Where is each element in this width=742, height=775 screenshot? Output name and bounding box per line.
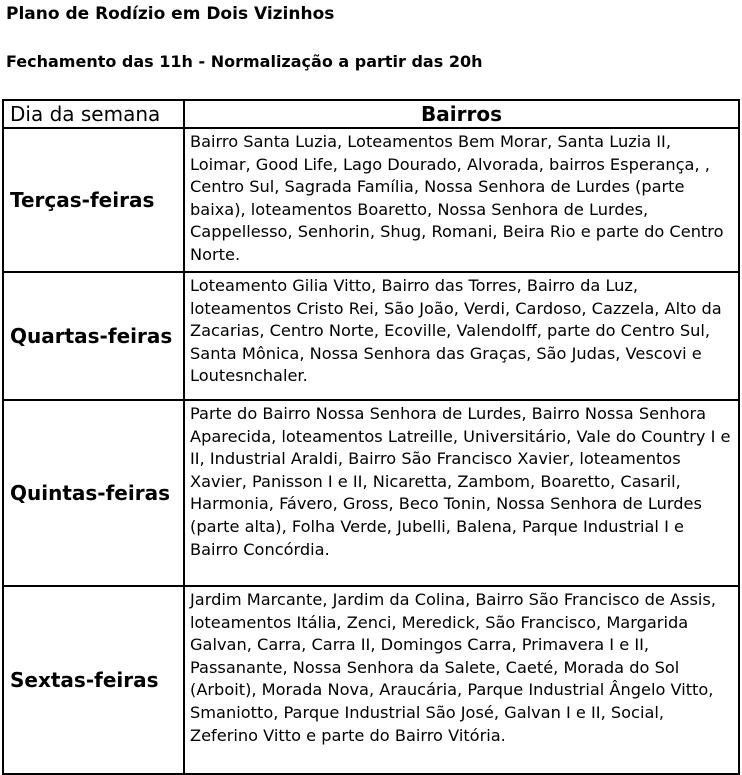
bairros-cell: Bairro Santa Luzia, Loteamentos Bem Morar, Santa Luzia II, Loimar, Good Life, Lago Dourado, Alvorada, bairros Esperança, , Centro Sul, Sagrada Família, Nossa Senhora de Lurdes (parte baixa), loteamentos Boaretto, Nossa Senhora de Lurdes, Cappellesso, Senhorin, Shug, Romani, Beira Rio e parte do Centro Norte. <box>184 128 739 272</box>
weekday-cell: Terças-feiras <box>3 128 184 272</box>
table-row <box>3 272 739 400</box>
weekday-cell: Sextas-feiras <box>3 586 184 774</box>
bairros-cell: Parte do Bairro Nossa Senhora de Lurdes, Bairro Nossa Senhora Aparecida, loteamentos Latreille, Universitário, Vale do Country I e II, Industrial Araldi, Bairro São Francisco Xavier, loteamentos Xavier, Panisson I e II, Nicaretta, Zambom, Boaretto, Casaril, Harmonia, Fávero, Gross, Beco Tonin, Nossa Senhora de Lurdes (parte alta), Folha Verde, Jubelli, Balena, Parque Industrial I e Bairro Concórdia. <box>184 400 739 586</box>
document-title: Plano de Rodízio em Dois Vizinhos <box>6 4 335 24</box>
column-header-bairros: Bairros <box>184 100 739 128</box>
weekday-cell: Quintas-feiras <box>3 400 184 586</box>
table-row <box>3 586 739 774</box>
column-header-day: Dia da semana <box>3 100 184 128</box>
document-subtitle: Fechamento das 11h - Normalização a partir das 20h <box>6 52 483 71</box>
table-row <box>3 128 739 272</box>
bairros-cell: Loteamento Gilia Vitto, Bairro das Torres, Bairro da Luz, loteamentos Cristo Rei, São João, Verdi, Cardoso, Cazzela, Alto da Zacarias, Centro Norte, Ecoville, Valendolff, parte do Centro Sul, Santa Mônica, Nossa Senhora das Graças, São Judas, Vescovi e Loutesnchaler. <box>184 272 739 400</box>
weekday-cell: Quartas-feiras <box>3 272 184 400</box>
table-header-row <box>3 100 739 128</box>
bairros-cell: Jardim Marcante, Jardim da Colina, Bairro São Francisco de Assis, loteamentos Itália, Zenci, Meredick, São Francisco, Margarida Galvan, Carra, Carra II, Domingos Carra, Primavera I e II, Passanante, Nossa Senhora da Salete, Caeté, Morada do Sol (Arboit), Morada Nova, Araucária, Parque Industrial Ângelo Vitto, Smaniotto, Parque Industrial São José, Galvan I e II, Social, Zeferino Vitto e parte do Bairro Vitória. <box>184 586 739 774</box>
table-row <box>3 400 739 586</box>
rotation-schedule-table <box>2 99 740 775</box>
